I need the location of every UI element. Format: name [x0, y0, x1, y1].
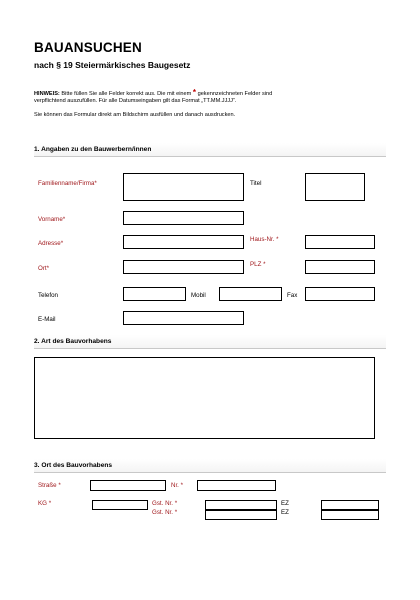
nr-field[interactable]	[197, 480, 276, 491]
hint-label: HINWEIS:	[34, 91, 60, 97]
titel-label: Titel	[250, 180, 262, 187]
ez-label-1: EZ	[281, 500, 289, 507]
hausnr-label: Haus-Nr. *	[250, 236, 279, 243]
familienname-label: Familienname/Firma*	[38, 180, 97, 187]
ez-field-2[interactable]	[321, 510, 379, 520]
mobil-field[interactable]	[219, 287, 282, 301]
ez-field-1[interactable]	[321, 500, 379, 510]
form-subtitle: nach § 19 Steiermärkisches Baugesetz	[34, 60, 191, 70]
section-heading-project-type: 2. Art des Bauvorhabens	[34, 335, 386, 349]
telefon-field[interactable]	[123, 287, 186, 301]
email-field[interactable]	[123, 311, 244, 325]
gstnr-label-1: Gst. Nr. *	[152, 500, 178, 507]
project-type-textarea[interactable]	[34, 357, 375, 439]
required-star-icon: *	[192, 88, 197, 97]
plz-field[interactable]	[305, 260, 375, 274]
gstnr-field-2[interactable]	[205, 510, 277, 520]
kg-field[interactable]	[92, 500, 148, 510]
hint-text-1a: Bitte füllen Sie alle Felder korrekt aus. Die mit einem	[61, 91, 192, 97]
hint-text-1b: gekennzeichneten Felder sind	[197, 91, 273, 97]
kg-label: KG *	[38, 500, 52, 507]
section-heading-applicants: 1. Angaben zu den Bauwerbern/innen	[34, 143, 386, 157]
ort-field[interactable]	[123, 260, 244, 274]
vorname-field[interactable]	[123, 211, 244, 225]
gstnr-label-2: Gst. Nr. *	[152, 509, 178, 516]
ez-label-2: EZ	[281, 509, 289, 516]
telefon-label: Telefon	[38, 292, 58, 299]
titel-field[interactable]	[305, 173, 365, 201]
familienname-field[interactable]	[123, 173, 244, 201]
hint-line-2: verpflichtend auszufüllen. Für alle Datumseingaben gilt das Format „TT.MM.JJJJ“.	[34, 98, 237, 104]
email-label: E-Mail	[38, 316, 56, 323]
ort-label: Ort*	[38, 265, 50, 272]
strasse-field[interactable]	[90, 480, 166, 491]
fax-label: Fax	[287, 292, 298, 299]
section-heading-project-location: 3. Ort des Bauvorhabens	[34, 459, 386, 473]
hausnr-field[interactable]	[305, 235, 375, 249]
form-title: BAUANSUCHEN	[34, 40, 142, 55]
gstnr-field-1[interactable]	[205, 500, 277, 510]
vorname-label: Vorname*	[38, 216, 66, 223]
adresse-field[interactable]	[123, 235, 244, 249]
adresse-label: Adresse*	[38, 240, 64, 247]
hint-line-1	[34, 89, 272, 98]
plz-label: PLZ *	[250, 261, 266, 268]
nr-label: Nr. *	[171, 482, 184, 489]
mobil-label: Mobil	[191, 292, 206, 299]
strasse-label: Straße *	[38, 482, 61, 489]
fax-field[interactable]	[305, 287, 375, 301]
hint-line-3: Sie können das Formular direkt am Bildschirm ausfüllen und danach ausdrucken.	[34, 112, 236, 118]
